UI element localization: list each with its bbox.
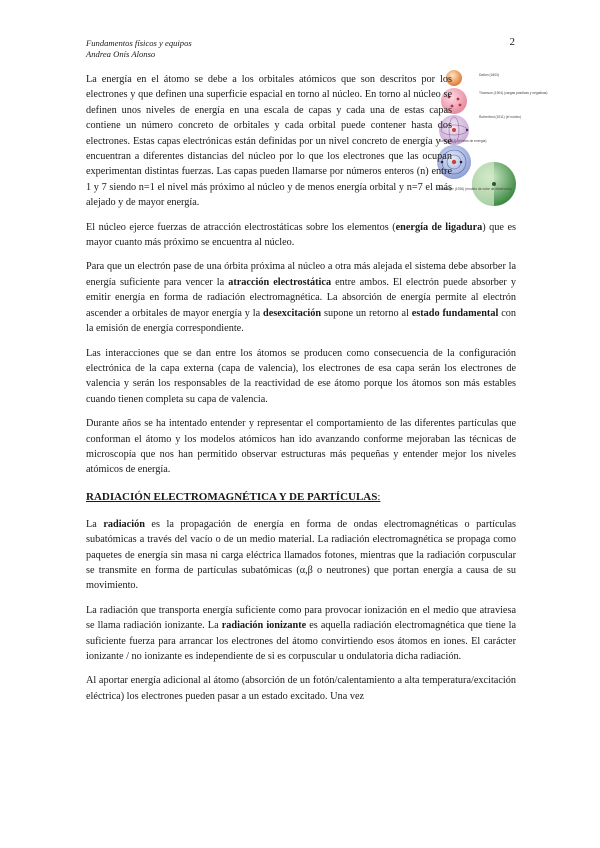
text-run: La [86, 518, 104, 530]
section-title: RADIACIÓN ELECTROMAGNÉTICA Y DE PARTÍCULAS [86, 490, 378, 503]
text-run: con la emisión de energía correspondiente. [86, 307, 516, 335]
author-name: Andrea Onís Alonso [86, 49, 156, 59]
course-title: Fundamentos físicos y equipos [86, 38, 192, 48]
paragraph [86, 603, 516, 665]
bold-term: atracción electrostática [228, 276, 332, 288]
document-body [86, 72, 516, 713]
paragraph [86, 220, 516, 251]
text-run: Para que un electrón pase de una órbita próxima al núcleo a otra más alejada el sistema debe absorber la energía suficiente para vencer la [86, 261, 516, 288]
figure-label: Schrödinger (1926) (modelo de nube de electrones) [436, 187, 512, 191]
section-heading [86, 490, 516, 505]
paragraph: Al aportar energía adicional al átomo (absorción de un fotón/calentamiento a alta temperatura/excitación eléctrica) los electrones pueden pasar a un estado excitado. Una vez [86, 675, 516, 702]
paragraph [86, 517, 516, 594]
figure-label: Rutherford (1911) (el núcleo) [479, 115, 522, 119]
text-run: entre ambos. El electrón puede absorber y emitir energía en forma de radiación electromagnética. La absorción de energía permite al electrón ascender a orbitales de mayor energía y la [86, 276, 516, 319]
text-run: ) que es mayor cuanto más próximo se encuentra al núcleo. [86, 221, 516, 249]
bold-term: radiación [103, 518, 145, 530]
page-header [86, 38, 516, 60]
figure-label: Thomson (1904) (cargas positivas y negativas) [479, 91, 548, 95]
bold-term: radiación ionizante [221, 620, 307, 632]
text-run: El núcleo ejerce fuerzas de atracción electrostáticas sobre los elementos ( [86, 221, 396, 233]
text-run: supone un retorno al [321, 307, 412, 319]
text-run: es la propagación de energía en forma de ondas electromagnéticas o partículas subatómicas a través del vacío o de un medio material. La radiación electromagnética se propaga como paquetes de energía sin masa ni carga eléctrica llamados fotones, mientras que la radiación corpuscular se transmite en forma de partículas subatómicas (α,β o neutrones) que portan energía a causa de su movimiento. [86, 518, 517, 592]
paragraph: Las interacciones que se dan entre los átomos se producen como consecuencia de la configuración electrónica de la capa externa (capa de valencia), los electrones de esa capa serán los electrones de valencia y serán los responsables de la reactividad de ese átomo porque los átomos son más estables cuando tienen completa su capa de valencia. [86, 347, 516, 405]
bold-term: energía de ligadura [395, 221, 483, 233]
text-run: es aquella radiación electromagnética que tiene la suficiente fuerza para arrancar los electrones del átomo convirtiendo esos átomos en iones. El carácter ionizante / no ionizante es independiente de si es corpuscular u ondulatoria dicha radiación. [86, 620, 516, 662]
text-run: La radiación que transporta energía suficiente como para provocar ionización en el medio que atraviesa se llama radiación ionizante. La [86, 604, 516, 632]
page-number: 2 [509, 36, 515, 48]
bold-term: desexcitación [263, 307, 322, 319]
bold-term: estado fundamental [411, 307, 499, 319]
paragraph [86, 259, 516, 336]
figure-label: Bohr (1913) (niveles de energía) [439, 139, 487, 143]
paragraph: Durante años se ha intentado entender y representar el comportamiento de las diferentes partículas que conforman el átomo y los modelos atómicos han ido avanzando conforme mejoraban las técnicas de microscopía que nos han permitido observar estructuras más pequeñas y entender mejor los niveles atómicos de energía. [86, 418, 516, 476]
figure-label: Dalton (1803) [479, 73, 499, 77]
paragraph: La energía en el átomo se debe a los orbitales atómicos que son descritos por los electrones y que definen una superficie espacial en torno al núcleo. En torno al núcleo se definen unos niveles de energía en una escala de capas y cada una de estas capas contiene un número concreto de orbitales y cada orbital puede contener hasta dos electrones. Estas capas electrónicas están definidas por un nivel concreto de energía y se encuentran a diferentes distancias del núcleo por lo que los electrones que las ocupan experimentan distintas fuerzas. Las capas pueden llamarse por números enteros (n) entre 1 y 7 siendo n=1 el nivel más próximo al núcleo y de menos energía orbital y n=7 el más alejado y de mayor energía. [86, 74, 452, 209]
section-colon: : [377, 490, 381, 503]
